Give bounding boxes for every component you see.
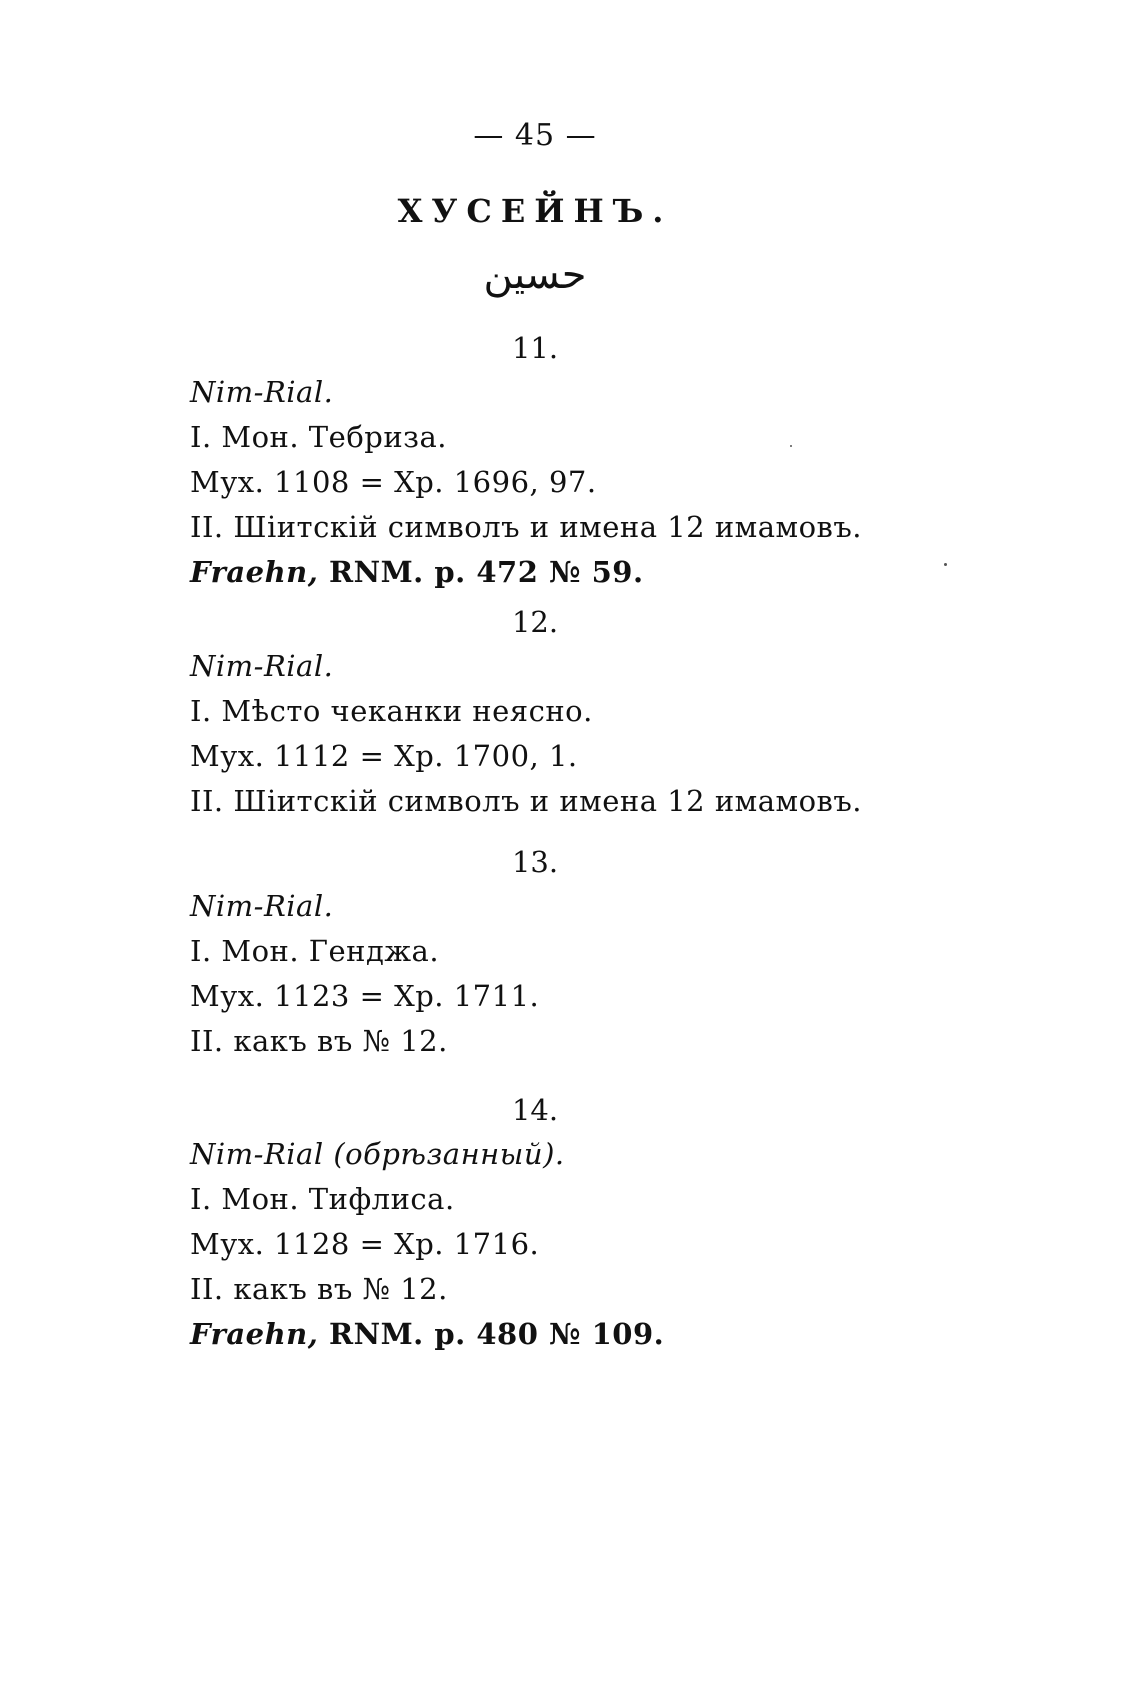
date-line: Мух. 1112 = Хр. 1700, 1. xyxy=(190,739,578,773)
obverse-line: I. Мон. Тифлиса. xyxy=(190,1182,455,1216)
reference-author: Fraehn, xyxy=(190,1317,319,1351)
date-line: Мух. 1128 = Хр. 1716. xyxy=(190,1227,540,1261)
entry-number: 11. xyxy=(511,331,559,365)
paper-speck xyxy=(790,445,792,447)
coin-entry-11 xyxy=(0,326,1140,595)
reference-author: Fraehn, xyxy=(190,555,319,589)
paper-speck xyxy=(944,563,947,566)
reference-line xyxy=(0,1312,1140,1357)
reverse-line: II. какъ въ № 12. xyxy=(190,1024,448,1058)
arabic-ruler-name: حسين xyxy=(483,252,587,298)
coin-entry-13 xyxy=(0,840,1140,1064)
reverse-line: II. Шіитскій символъ и имена 12 имамовъ. xyxy=(190,510,863,544)
entry-number: 14. xyxy=(511,1093,559,1127)
coin-entry-12 xyxy=(0,600,1140,824)
coin-type: Nim-Rial. xyxy=(190,649,334,683)
entry-number: 13. xyxy=(511,845,559,879)
obverse-line: I. Мон. Тебриза. xyxy=(190,420,447,454)
entry-number: 12. xyxy=(511,605,559,639)
reference-line xyxy=(0,550,1140,595)
coin-entry-14 xyxy=(0,1088,1140,1357)
reverse-line: II. какъ въ № 12. xyxy=(190,1272,448,1306)
coin-type: Nim-Rial. xyxy=(190,375,334,409)
obverse-line: I. Мон. Генджа. xyxy=(190,934,440,968)
page-number: — 45 — xyxy=(473,118,597,153)
reverse-line: II. Шіитскій символъ и имена 12 имамовъ. xyxy=(190,784,863,818)
coin-type: Nim-Rial (обрѣзанный). xyxy=(190,1137,565,1171)
obverse-line: I. Мѣсто чеканки неясно. xyxy=(190,694,593,728)
date-line: Мух. 1123 = Хр. 1711. xyxy=(190,979,540,1013)
reference-details: RNM. p. 472 № 59. xyxy=(318,555,644,589)
date-line: Мух. 1108 = Хр. 1696, 97. xyxy=(190,465,597,499)
ruler-title: ХУСЕЙНЪ. xyxy=(397,192,673,230)
coin-type: Nim-Rial. xyxy=(190,889,334,923)
reference-details: RNM. p. 480 № 109. xyxy=(318,1317,665,1351)
